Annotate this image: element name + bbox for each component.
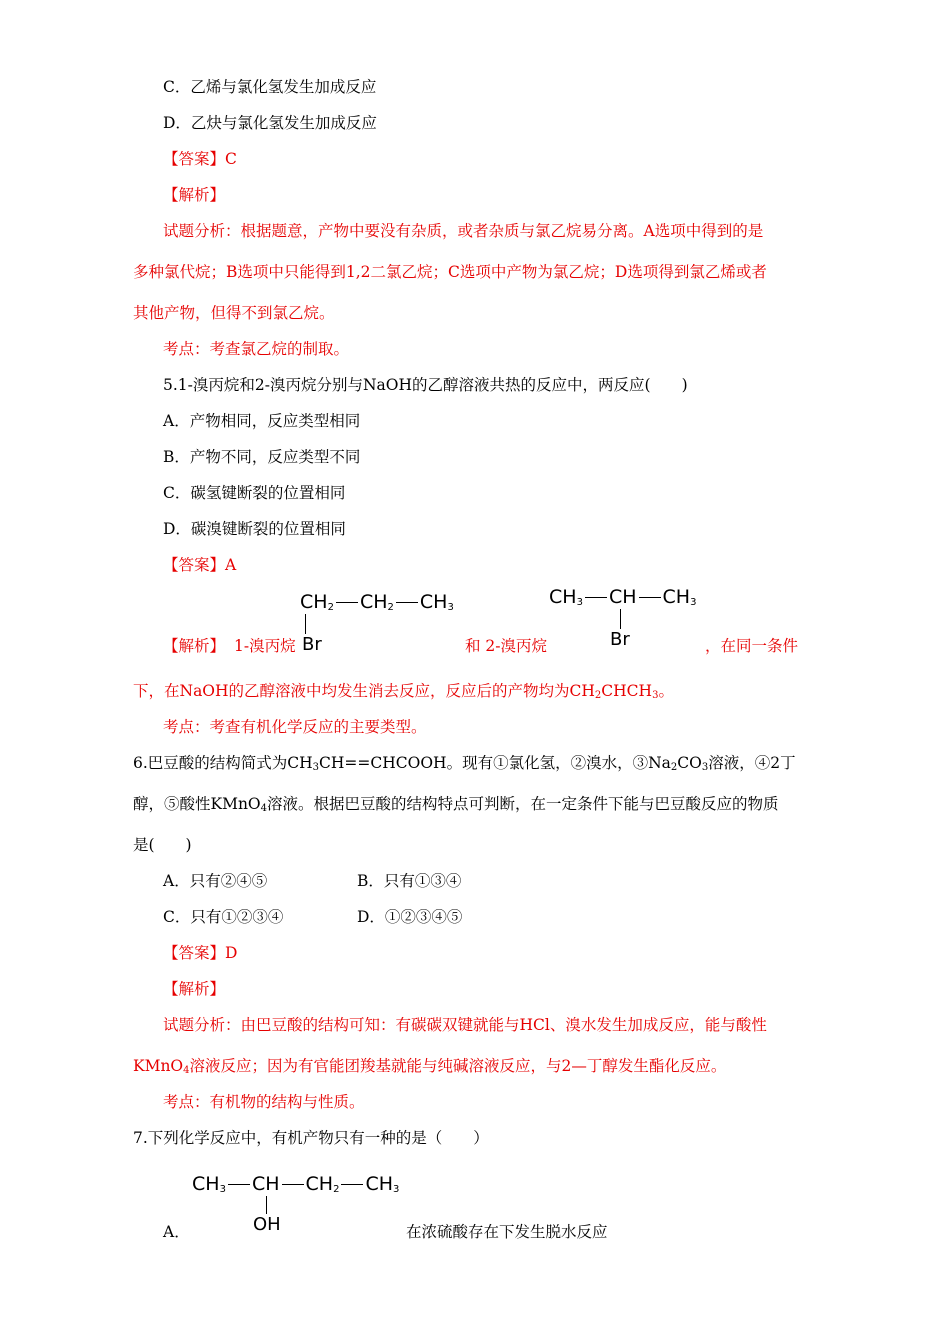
q6-option-a: A．只有②④⑤ — [163, 872, 268, 890]
q7-option-a-text: 在浓硫酸存在下发生脱水反应 — [406, 1223, 608, 1241]
q4-answer — [163, 149, 237, 169]
q5-option-a: A．产物相同，反应类型相同 — [163, 412, 361, 430]
q7-structure-substituent: OH — [253, 1214, 281, 1235]
q5-option-b: B．产物不同，反应类型不同 — [163, 448, 361, 466]
q7-structure-bond — [266, 1196, 267, 1214]
q5-stem: 5.1-溴丙烷和2-溴丙烷分别与NaOH的乙醇溶液共热的反应中，两反应( ) — [163, 376, 688, 394]
q4-analysis-line2: 多种氯代烷；B选项中只能得到1,2二氯乙烷；C选项中产物为氯乙烷；D选项得到氯乙烯或者 — [133, 263, 767, 281]
q5-option-c: C．碳氢键断裂的位置相同 — [163, 484, 346, 502]
q6-stem-line3: 是( ) — [133, 836, 192, 854]
q6-analysis-line2: KMnO$_4$溶液反应；因为有官能团羧基就能与纯碱溶液反应，与2—丁醇发生酯化反应。 — [133, 1057, 727, 1076]
q6-point: 考点：有机物的结构与性质。 — [163, 1093, 365, 1111]
answer-label: 【答案】 — [163, 556, 226, 574]
q4-option-c: C．乙烯与氯化氢发生加成反应 — [163, 78, 377, 96]
q5-analysis-part3: ，在同一条件 — [705, 637, 799, 655]
q4-option-d: D．乙炔与氯化氢发生加成反应 — [163, 114, 377, 132]
answer-value: D — [225, 944, 238, 962]
q5-structure-1-substituent: Br — [302, 634, 322, 655]
q6-answer — [163, 943, 237, 963]
answer-label: 【答案】 — [163, 150, 226, 168]
q5-structure-2-chain: $CH_3$ CH $CH_3$ — [549, 586, 697, 608]
answer-value: A — [225, 556, 237, 574]
q4-analysis-line1: 试题分析：根据题意，产物中要没有杂质，或者杂质与氯乙烷易分离。A选项中得到的是 — [163, 222, 764, 240]
q7-structure-chain: $CH_3$ CH $CH_2$ $CH_3$ — [192, 1173, 400, 1195]
q5-answer — [163, 555, 236, 575]
q5-option-d: D．碳溴键断裂的位置相同 — [163, 520, 346, 538]
q5-point: 考点：考查有机化学反应的主要类型。 — [163, 718, 427, 736]
answer-label: 【答案】 — [163, 944, 226, 962]
q6-analysis-label: 【解析】 — [163, 980, 226, 998]
q6-stem-line1: 6.巴豆酸的结构简式为$CH_3CH==CHCOOH$。现有①氯化氢，②溴水，$③Na_2CO_3$溶液，④2丁 — [133, 754, 796, 773]
q6-option-d: D．①②③④⑤ — [357, 908, 463, 926]
q5-structure-1-chain: $CH_2$ $CH_2$ $CH_3$ — [300, 591, 454, 613]
q7-option-a-label: A． — [163, 1223, 190, 1241]
q5-structure-2-substituent: Br — [610, 629, 630, 650]
q5-structure-1-bond — [305, 614, 306, 634]
q7-stem: 7.下列化学反应中，有机产物只有一种的是（ ） — [133, 1129, 489, 1147]
q5-analysis-line2: 下，在NaOH的乙醇溶液中均发生消去反应，反应后的产物均为$CH_2CHCH_3$。 — [133, 682, 674, 701]
q6-option-b: B．只有①③④ — [357, 872, 462, 890]
q6-analysis-line1: 试题分析：由巴豆酸的结构可知：有碳碳双键就能与HCl、溴水发生加成反应，能与酸性 — [163, 1016, 767, 1034]
q4-analysis-line3: 其他产物，但得不到氯乙烷。 — [133, 304, 335, 322]
q6-stem-line2: 醇，⑤酸性KMnO$_4$溶液。根据巴豆酸的结构特点可判断，在一定条件下能与巴豆酸反应的物质 — [133, 795, 779, 814]
q5-analysis-part1: 1-溴丙烷 — [234, 637, 296, 655]
q4-point: 考点：考查氯乙烷的制取。 — [163, 340, 350, 358]
q5-structure-2-bond — [620, 609, 621, 629]
answer-value: C — [225, 150, 237, 168]
q5-analysis-label: 【解析】 — [163, 637, 226, 655]
q6-option-c: C．只有①②③④ — [163, 908, 284, 926]
q4-analysis-label: 【解析】 — [163, 186, 226, 204]
q5-analysis-part2: 和 2-溴丙烷 — [465, 637, 548, 655]
